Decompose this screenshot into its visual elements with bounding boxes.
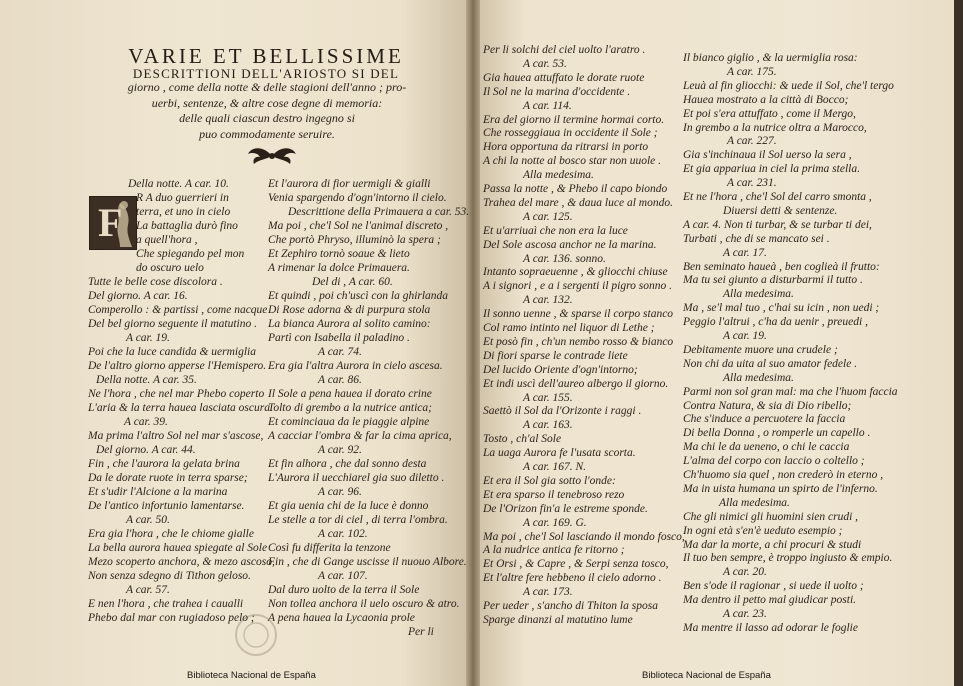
text-line: Gia hauea attuffato le dorate ruote [483,71,645,84]
text-line: Le stelle a tor di ciel , di terra l'ombra. [268,514,448,526]
text-line: Sparge dinanzi al matutino lume [483,613,633,626]
text-line: Il sonno uenne , & sparse il corpo stanco [483,308,674,321]
text-line: Era gia l'altra Aurora in cielo ascesa. [268,360,443,372]
text-line: Parmi non sol gran mal: ma che l'huom faccia [683,385,898,398]
text-line: A car. 20. [723,566,767,579]
text-line: Turbati , che di se mancato sei . [683,232,830,245]
text-line: Per li solchi del ciel uolto l'aratro . [483,44,646,56]
text-line: Per ueder , s'ancho di Thiton la sposa [483,600,658,612]
text-line: Ne l'hora , che nel mar Phebo coperto [88,388,265,400]
text-line: Et gia uenia chi de la luce è donno [268,500,429,512]
intro-line: giorno , come della notte & delle stagioni dell'anno ; pro- [127,80,407,94]
text-line: A la nudrice antica fe ritorno ; [483,544,625,557]
text-line: Del bel giorno seguente il matutino . [88,318,257,330]
text-line: Che portò Phryso, illuminò la spera ; [268,234,441,246]
text-line: Et era il Sol gia sotto l'onde: [483,474,616,487]
text-line: Et Zephiro tornò soaue & lieto [268,248,410,260]
text-line: Del giorno. A car. 16. [88,290,188,302]
text-line: Della notte. A car. 10. [128,178,229,190]
text-line: Non senza sdegno di Tithon geloso. [88,570,251,582]
page-subtitle: DESCRITTIONI DELL'ARIOSTO SI DEL [132,66,400,81]
text-line: A car. 107. [318,570,368,582]
text-line: Del Sole ascosa anchor ne la marina. [483,238,657,251]
text-line: L'aria & la terra hauea lasciata oscura. [88,402,273,414]
text-line: E nen l'hora , che trahea i caualli [88,598,244,610]
watermark-left: Biblioteca Nacional de España [187,670,316,681]
text-line: La bella aurora hauea spiegate al Sole [88,542,268,554]
text-line: Ma mentre il lasso ad odorar le foglie [683,621,858,634]
text-line: Saettò il Sol da l'Orizonte i raggi . [483,405,642,418]
text-line: Venia spargendo d'ogn'intorno il cielo. [268,192,447,204]
text-line: Del di , A car. 60. [312,276,393,288]
text-line: A car. 102. [318,528,368,540]
text-line: A car. 132. [523,294,573,307]
text-line: A car. 50. [126,514,170,526]
text-line: A car. 114. [523,99,572,112]
text-line: L'Aurora il uecchiarel gia suo diletto . [268,472,445,484]
text-line: Ma , se'l mal tuo , c'hai su icin , non uedi ; [683,302,880,315]
text-line: Che rosseggiaua in occidente il Sole ; [483,127,658,140]
text-line: In ogni età s'en'è ueduto esempio ; [683,524,843,537]
text-line: Ma in uista humana un spirto de l'inferno. [683,482,878,495]
text-line: Alla medesima. [719,496,790,509]
text-line: A car. 19. [126,332,170,344]
text-line: A car. 163. [523,419,573,432]
text-line: A car. 23. [723,608,767,620]
text-line: Di fiori sparse le contrade liete [483,349,628,362]
text-line: In grembo a la nutrice oltra a Marocco, [683,121,867,134]
text-line: Hauea mostrato a la città di Bocco; [683,93,849,106]
text-line: Et ne l'hora , che'l Sol del carro smonta , [683,191,872,203]
text-line: A car. 173. [523,586,573,599]
initial-letter: F [98,200,123,245]
text-line: Passa la notte , & Phebo il capo biondo [483,183,668,195]
text-line: Col ramo intinto nel liquor di Lethe ; [483,322,655,334]
text-line: La bianca Aurora al solito camino: [268,318,431,330]
text-line: Gia s'inchinaua il Sol uerso la sera , [683,149,852,162]
text-line: Il Sole a pena hauea il dorato crine [268,388,432,400]
text-line: A car. 167. N. [523,461,587,473]
watermark-right: Biblioteca Nacional de España [642,670,771,681]
text-line: Diuersi detti & sentenze. [723,204,838,217]
text-line: A car. 17. [723,246,767,259]
text-line: Et fin alhora , che dal sonno desta [268,458,427,470]
text-line: Ben s'ode il ragionar , si uede il uolto ; [683,580,864,593]
text-line: Mezo scoperto anchora, & mezo ascoso, [88,556,275,568]
text-line: A car. 74. [318,346,362,358]
text-line: Et u'arriuaì che non era la luce [483,224,628,237]
text-line: Che spiegando pel mon [136,248,245,260]
book-gutter [466,0,480,686]
text-line: Non chi da uita al suo amator fedele . [683,357,858,370]
text-line: R A duo guerrieri in [136,192,229,204]
text-line: A car. 125. [523,210,573,223]
text-line: A car. 92. [318,444,362,456]
text-line: Trahea del mare , & daua luce al mondo. [483,196,673,209]
text-line: Poi che la luce candida & uermiglia [88,346,256,358]
fleuron-ornament-icon [244,144,300,168]
text-line: A car. 231. [727,177,777,190]
text-line: Peggio l'altrui , c'ha da uenir , preuedi , [683,316,868,329]
text-line: A car. 96. [318,486,362,498]
decorated-initial [89,196,137,250]
text-line: Comperollo : & partissi , come nacque [88,304,268,316]
text-line: Et indi uscì dell'aureo albergo il giorno. [483,377,669,390]
text-line: A car. 39. [124,416,168,428]
text-line: a quell'hora , [136,234,198,246]
page-edge [954,0,963,686]
text-line: Ma poi , che'l Sol ne l'animal discreto , [268,220,449,232]
text-line: Et quindi , poi ch'uscì con la ghirlanda [268,290,449,302]
text-line: Et poi s'era attuffato , come il Mergo, [683,107,856,120]
text-line: Fin , che di Gange uscisse il nuouo Albore. [268,556,467,568]
text-line: Che gli nimici gli huomini sien crudi , [683,510,859,523]
text-line: Partì con Isabella il paladino . [268,332,410,344]
text-line: Della notte. A car. 35. [96,374,197,386]
text-line: Et era sparso il tenebroso rezo [483,488,625,501]
text-line: Così fu differita la tenzone [268,542,391,554]
text-line: Era del giorno il termine hormai corto. [483,113,665,126]
text-line: Ma tu sei giunto a disturbarmi il tutto . [683,274,863,287]
text-line: Alla medesima. [523,169,594,182]
text-line: A pena hauea la Lycaonia prole [268,612,415,624]
text-line: Di Rose adorna & di purpura stola [268,304,431,316]
text-line: Tosto , ch'al Sole [483,433,562,446]
text-line: A car. 4. Non ti turbar, & se turbar ti dei, [683,218,872,231]
text-line: do oscuro uelo [136,262,204,274]
text-line: De l'altro giorno apperse l'Hemispero. [88,360,267,372]
intro-line: delle quali ciascun destro ingegno si [179,111,355,125]
text-line: Intanto sopraeuenne , & gliocchi chiuse [483,266,668,279]
text-line: Del giorno. A car. 44. [96,444,196,456]
text-line: Ma poi , che'l Sol lasciando il mondo fosco, [483,530,685,543]
text-line: Dal duro uolto de la terra il Sole [268,584,420,596]
text-line: Ma dentro il petto mal giudicar posti. [683,594,857,607]
intro-block [92,80,442,142]
text-line: Che s'induce a percuotere la faccia [683,413,846,426]
text-line: Tutte le belle cose discolora . [88,276,223,288]
text-line: Et l'altre fere hebbeno il cielo adorno . [483,572,662,585]
intro-line: puo commodamente seruire. [199,126,335,141]
text-line: Da le dorate ruote in terra sparse; [88,472,248,484]
text-line: Leuà al fin gliocchi: & uede il Sol, che'l tergo [683,79,894,92]
text-line: Et posò fin , ch'un nembo rosso & bianco [483,335,674,348]
text-line: La battaglia durò fino [136,220,238,232]
text-line: A car. 57. [126,584,170,596]
text-line: A chi la notte al bosco star non uuole . [483,155,662,168]
text-line: A car. 175. [727,65,777,78]
text-line: La uaga Aurora fe l'usata scorta. [483,447,636,460]
text-line: Hora opportuna da ritrarsi in porto [483,141,649,154]
text-line: Et s'udir l'Alcione a la marina [88,486,228,498]
text-line: Il bianco giglio , & la uermiglia rosa: [683,52,858,64]
text-line: Debitamente muore una crudele ; [683,343,838,356]
text-line: Ma prima l'altro Sol nel mar s'ascose, [88,430,264,442]
text-line: A cacciar l'ombra & far la cima aprica, [268,430,452,442]
text-line: Ben seminato haueà , ben coglieà il frutto: [683,260,880,273]
text-line: Contra Natura, & sia di Dio ribello; [683,399,852,412]
text-line: A car. 19. [723,330,767,342]
text-line: De l'Orizon fin'a le estreme sponde. [483,502,648,515]
text-line: Non tollea anchora il uelo oscuro & atro. [268,598,460,610]
text-line: Di bella Donna , o romperle un capello . [683,427,871,440]
text-line: Tolto di grembo a la nutrice antica; [268,402,432,414]
text-line: A car. 227. [727,135,777,148]
text-line: Et cominciaua da le piaggie alpine [268,416,430,428]
text-line: Et gia appariua in ciel la prima stella. [683,163,860,176]
text-line: A car. 86. [318,374,362,386]
text-line: Alla medesima. [723,288,794,301]
text-line: A car. 155. [523,391,573,404]
text-line: Il Sol ne la marina d'occidente . [483,85,631,98]
library-stamp-icon [233,612,279,658]
text-line: A car. 136. sonno. [523,252,606,265]
text-line: Descrittione della Primauera a car. 53. [288,206,470,218]
intro-line: uerbi, sentenze, & altre cose degne di memoria: [151,95,383,110]
text-line: Ma chi le da ueneno, o chi le caccia [683,441,850,454]
text-line: Fin , che l'aurora la gelata brina [88,458,240,470]
text-line: Ma dar la morte, a chi procuri & studi [683,538,862,551]
text-line: terra, et uno in cielo [136,206,231,218]
text-line: Et Orsi , & Capre , & Serpi senza tosco, [483,558,669,571]
text-line: Il tuo ben sempre, è troppo ingiusto & empio. [683,552,893,565]
text-line: Phebo dal mar con rugiadoso pelo ; [88,612,255,624]
text-line: A i signori , e a i sergenti il pigro sonno . [483,280,673,293]
text-line: Del lucido Oriente d'ogn'intorno; [483,363,638,376]
text-line: Era gia l'hora , che le chiome gialle [88,528,254,540]
text-line: Et l'aurora di fior uermigli & gialli [268,178,431,190]
text-line: L'alma del corpo con laccio o coltello ; [683,455,865,468]
text-line: A rimenar la dolce Primauera. [268,262,410,274]
text-line: A car. 169. G. [523,516,587,529]
text-line: Per li [408,626,434,638]
text-line: Ch'huomo sia quel , non crederò in eterno , [683,469,884,481]
page-title: VARIE ET BELLISSIME [128,44,404,68]
text-line: Alla medesima. [723,371,794,384]
text-line: De l'antico infortunio lamentarse. [88,500,245,512]
text-line: A car. 53. [523,57,567,70]
